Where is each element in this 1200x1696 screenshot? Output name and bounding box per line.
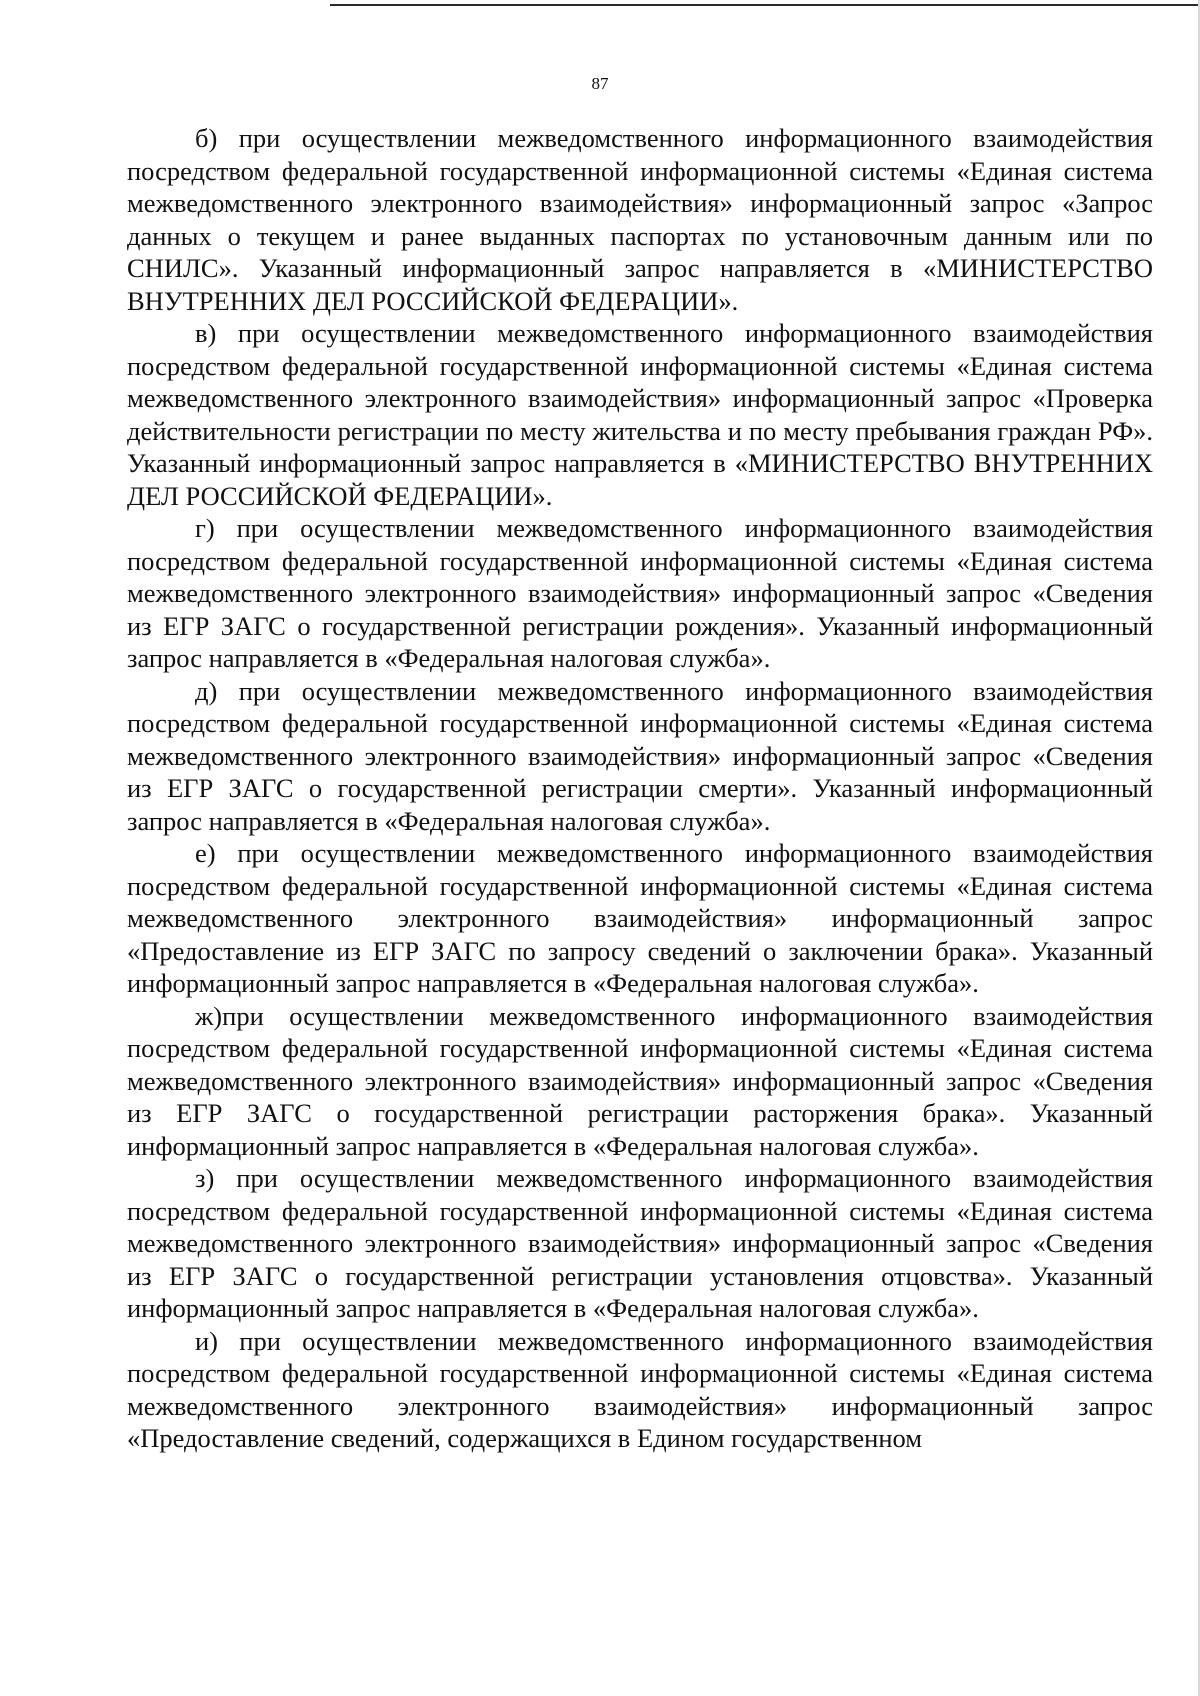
paragraph-z: з) при осуществлении межведомственного информационного взаимодействия посредством федеральной государственной информационной системы «Единая система межведомственного электронного взаимодействия» информационный запрос «Сведения из ЕГР ЗАГС о государственной регистрации установления отцовства». Указанный информационный запрос направляется в «Федеральная налоговая служба». xyxy=(127,1163,1153,1323)
page-number: 87 xyxy=(591,74,609,93)
paragraph-i: и) при осуществлении межведомственного информационного взаимодействия посредством федеральной государственной информационной системы «Единая система межведомственного электронного взаимодействия» информационный запрос «Предоставление сведений, содержащихся в Едином государственном xyxy=(127,1325,1153,1453)
paragraph-d: д) при осуществлении межведомственного информационного взаимодействия посредством федеральной государственной информационной системы «Единая система межведомственного электронного взаимодействия» информационный запрос «Сведения из ЕГР ЗАГС о государственной регистрации смерти». Указанный информационный запрос направляется в «Федеральная налоговая служба». xyxy=(127,675,1153,836)
document-body xyxy=(127,122,1153,1455)
top-edge-line xyxy=(330,4,1200,6)
paragraph-e: е) при осуществлении межведомственного информационного взаимодействия посредством федеральной государственной информационной системы «Единая система межведомственного электронного взаимодействия» информационный запрос «Предоставление из ЕГР ЗАГС по запросу сведений о заключении брака». Указанный информационный запрос направляется в «Федеральная налоговая служба». xyxy=(127,838,1153,998)
paragraph-b: б) при осуществлении межведомственного информационного взаимодействия посредством федеральной государственной информационной системы «Единая система межведомственного электронного взаимодействия» информационный запрос «Запрос данных о текущем и ранее выданных паспортах по установочным данным или по СНИЛС». Указанный информационный запрос направляется в «МИНИСТЕРСТВО ВНУТРЕННИХ ДЕЛ РОССИЙСКОЙ ФЕДЕРАЦИИ». xyxy=(127,123,1153,316)
paragraph-g: г) при осуществлении межведомственного информационного взаимодействия посредством федеральной государственной информационной системы «Единая система межведомственного электронного взаимодействия» информационный запрос «Сведения из ЕГР ЗАГС о государственной регистрации рождения». Указанный информационный запрос направляется в «Федеральная налоговая служба». xyxy=(127,513,1153,673)
paragraph-zh: ж)при осуществлении межведомственного информационного взаимодействия посредством федеральной государственной информационной системы «Единая система межведомственного электронного взаимодействия» информационный запрос «Сведения из ЕГР ЗАГС о государственной регистрации расторжения брака». Указанный информационный запрос направляется в «Федеральная налоговая служба». xyxy=(127,1000,1153,1161)
paragraph-v: в) при осуществлении межведомственного информационного взаимодействия посредством федеральной государственной информационной системы «Единая система межведомственного электронного взаимодействия» информационный запрос «Проверка действительности регистрации по месту жительства и по месту пребывания граждан РФ». Указанный информационный запрос направляется в «МИНИСТЕРСТВО ВНУТРЕННИХ ДЕЛ РОССИЙСКОЙ ФЕДЕРАЦИИ». xyxy=(127,318,1153,511)
